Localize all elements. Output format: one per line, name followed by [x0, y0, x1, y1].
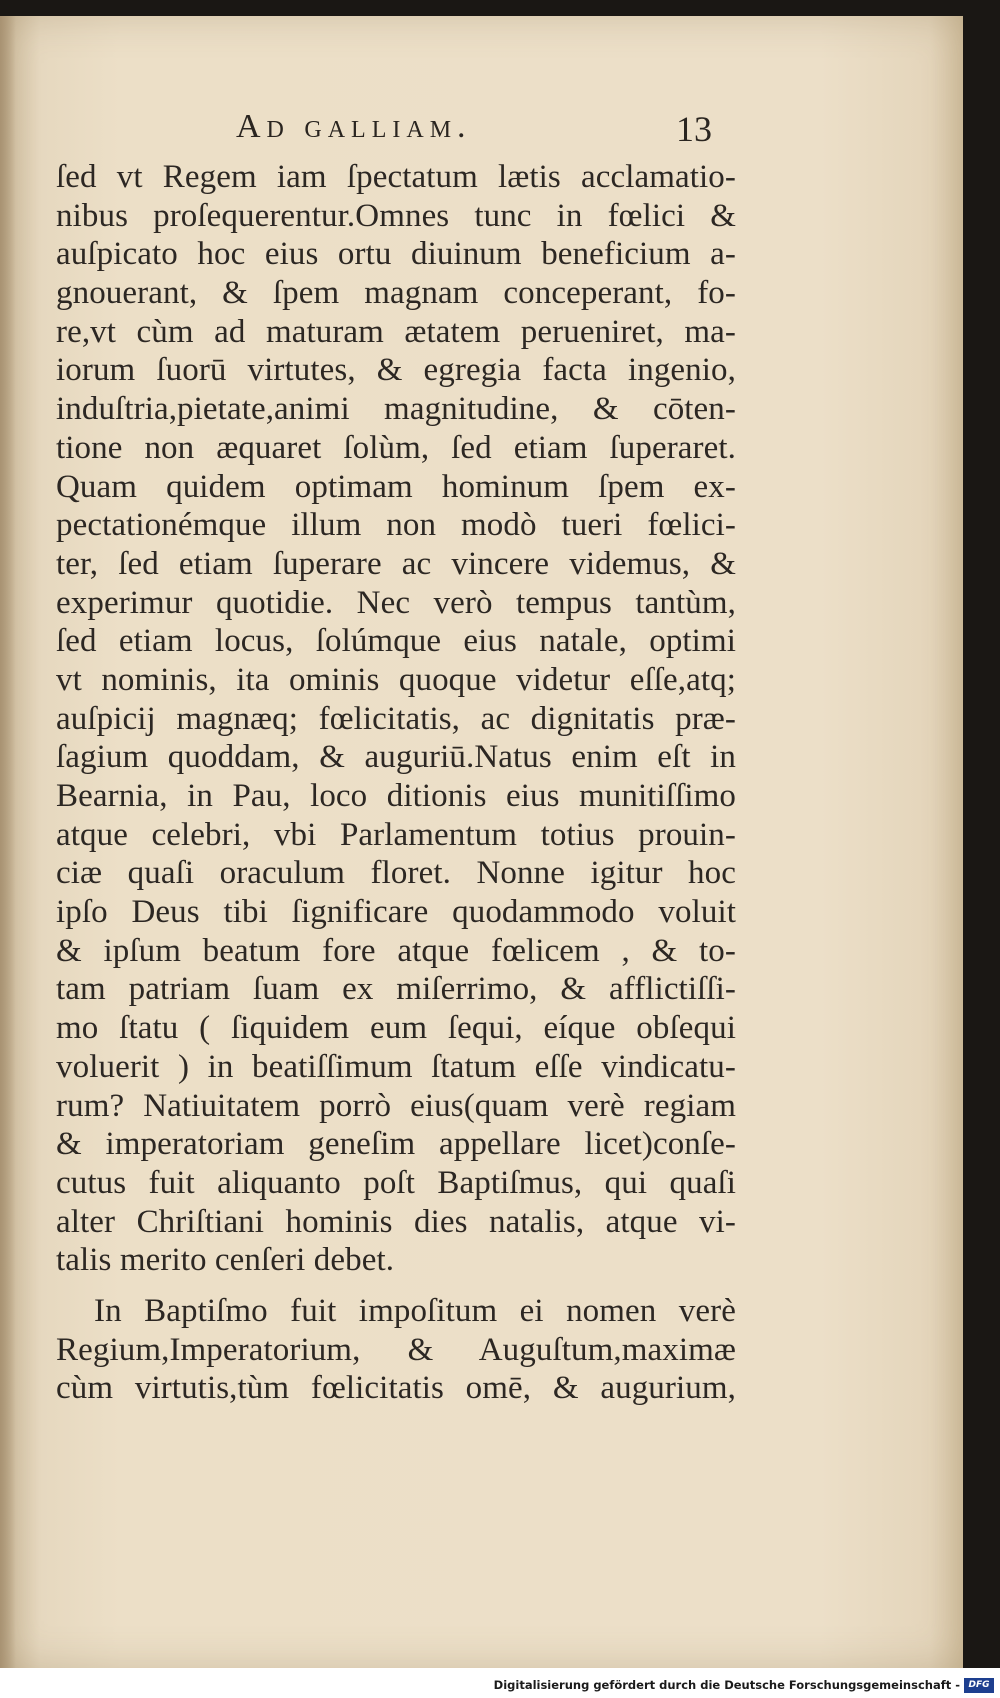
text-line: iorum ſuorū virtutes, & egregia facta ingenio, — [56, 352, 736, 389]
text-line: Quam quidem optimam hominum ſpem ex- — [56, 468, 736, 505]
text-line: vt nominis, ita ominis quoque videtur eſſe,atq; — [56, 661, 736, 698]
text-block — [56, 158, 736, 1408]
text-line: alter Chriſtiani hominis dies natalis, atque vi- — [56, 1203, 736, 1240]
text-line: ter, ſed etiam ſuperare ac vincere videmus, & — [56, 545, 736, 582]
text-line: gnouerant, & ſpem magnam conceperant, fo- — [56, 275, 736, 312]
book-page — [0, 16, 963, 1668]
text-line: atque celebri, vbi Parlamentum totius prouin- — [56, 816, 736, 853]
text-line: & imperatoriam geneſim appellare licet)conſe- — [56, 1126, 736, 1163]
text-line: experimur quotidie. Nec verò tempus tantùm, — [56, 584, 736, 621]
running-head: Ad galliam. — [236, 108, 472, 145]
text-line: tam patriam ſuam ex miſerrimo, & afflictiſſi- — [56, 971, 736, 1008]
paragraph-2 — [56, 1292, 736, 1408]
text-line: ciæ quaſi oraculum floret. Nonne igitur hoc — [56, 855, 736, 892]
text-line: pectationémque illum non modò tueri fœlici- — [56, 507, 736, 544]
text-line: auſpicato hoc eius ortu diuinum beneficium a- — [56, 236, 736, 273]
text-line: ipſo Deus tibi ſignificare quodammodo voluit — [56, 894, 736, 931]
dfg-logo: DFG — [964, 1678, 994, 1693]
paragraph-1 — [56, 158, 736, 1280]
text-line: rum? Natiuitatem porrò eius(quam verè regiam — [56, 1087, 736, 1124]
text-line: ſed etiam locus, ſolúmque eius natale, optimi — [56, 623, 736, 660]
text-line: Regium,Imperatorium, & Auguſtum,maximæ — [56, 1331, 736, 1368]
text-line: mo ſtatu ( ſiquidem eum ſequi, eíque obſequi — [56, 1010, 736, 1047]
text-line: induſtria,pietate,animi magnitudine, & cōten- — [56, 391, 736, 428]
text-line: re,vt cùm ad maturam ætatem perueniret, ma- — [56, 313, 736, 350]
text-line: talis merito cenſeri debet. — [56, 1242, 395, 1279]
text-line: ſed vt Regem iam ſpectatum lætis acclamatio- — [56, 159, 736, 195]
text-line: Bearnia, in Pau, loco ditionis eius munitiſſimo — [56, 778, 736, 814]
text-line: & ipſum beatum fore atque fœlicem , & to- — [56, 932, 736, 969]
text-line: cùm virtutis,tùm fœlicitatis omē, & augurium, — [56, 1370, 736, 1407]
text-line: auſpicij magnæq; fœlicitatis, ac dignitatis præ- — [56, 700, 736, 737]
footer-band — [0, 1668, 1000, 1698]
text-line: ſagium quoddam, & auguriū.Natus enim eſt in — [56, 739, 736, 776]
text-line: voluerit ) in beatiſſimum ſtatum eſſe vindicatu- — [56, 1048, 736, 1085]
page-header — [0, 98, 963, 158]
text-line: In Baptiſmo fuit impoſitum ei nomen verè — [94, 1292, 736, 1329]
text-line: cutus fuit aliquanto poſt Baptiſmus, qui quaſi — [56, 1164, 736, 1201]
page-number: 13 — [676, 109, 712, 149]
text-line: tione non æquaret ſolùm, ſed etiam ſuperaret. — [56, 429, 736, 466]
text-line: nibus proſequerentur.Omnes tunc in fœlici & — [56, 197, 736, 234]
funding-credit: Digitalisierung gefördert durch die Deutsche Forschungsgemeinschaft - — [493, 1678, 960, 1692]
